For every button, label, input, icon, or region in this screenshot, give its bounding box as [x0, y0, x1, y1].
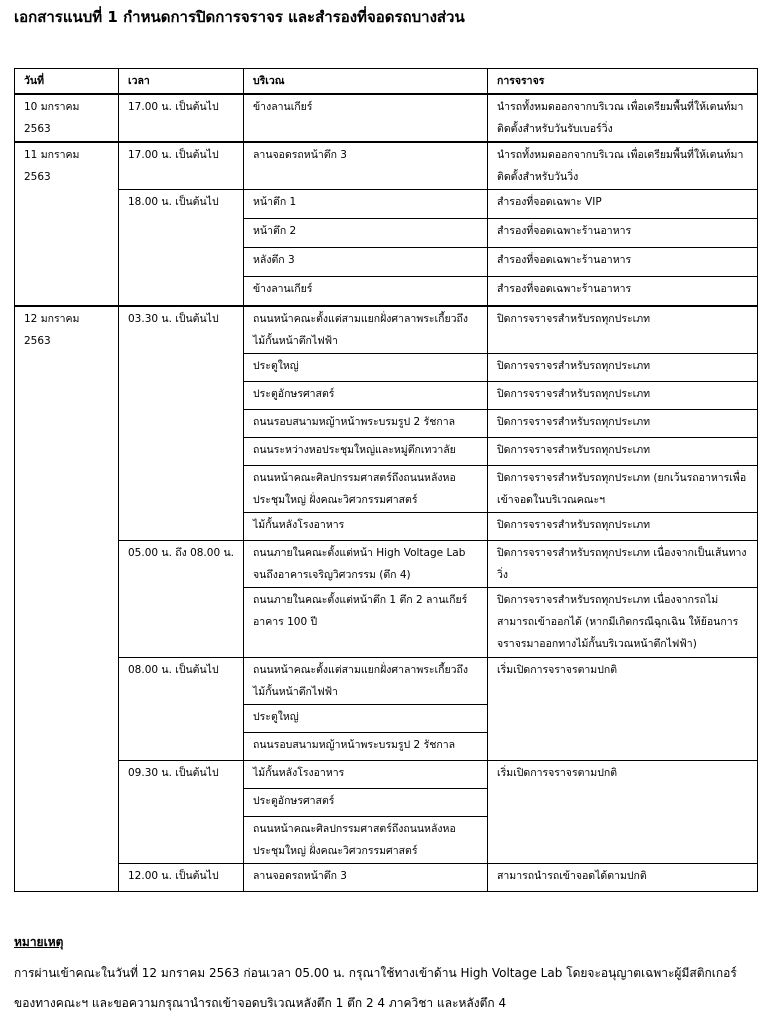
date-cell — [15, 704, 119, 732]
time-cell — [119, 219, 244, 248]
time-cell: 09.30 น. เป็นต้นไป — [119, 760, 244, 788]
date-cell — [15, 788, 119, 816]
time-cell: 17.00 น. เป็นต้นไป — [119, 142, 244, 190]
time-cell: 18.00 น. เป็นต้นไป — [119, 190, 244, 219]
date-cell — [15, 540, 119, 587]
schedule-table — [14, 68, 758, 892]
traffic-cell: สำรองที่จอดเฉพาะร้านอาหาร — [488, 277, 758, 306]
traffic-cell: เริ่มเปิดการจราจรตามปกติ — [488, 760, 758, 788]
table-row — [15, 306, 758, 354]
traffic-cell: ปิดการจราจรสำหรับรถทุกประเภท เนื่องจากรถไม่สามารถเข้าออกได้ (หากมีเกิดกรณีฉุกเฉิน ให้ย้อนการจราจรมาออกทางไม้กั้นบริเวณหน้าตึกไฟฟ้า) — [488, 587, 758, 657]
time-cell — [119, 465, 244, 512]
area-cell: หลังตึก 3 — [244, 248, 488, 277]
time-cell — [119, 381, 244, 409]
date-cell — [15, 465, 119, 512]
note-body: การผ่านเข้าคณะในวันที่ 12 มกราคม 2563 ก่อนเวลา 05.00 น. กรุณาใช้ทางเข้าด้าน High Voltage Lab โดยจะอนุญาตเฉพาะผู้มีสติกเกอร์ของทางคณะฯ และขอความกรุณานำรถเข้าจอดบริเวณหลังตึก 1 ตึก 2 4 ภาควิชา และหลังตึก 4 — [14, 966, 737, 1010]
traffic-cell: ปิดการจราจรสำหรับรถทุกประเภท — [488, 512, 758, 540]
date-cell — [15, 277, 119, 306]
table-row — [15, 190, 758, 219]
header-area: บริเวณ — [244, 69, 488, 95]
date-cell: 11 มกราคม 2563 — [15, 142, 119, 190]
area-cell: หน้าตึก 2 — [244, 219, 488, 248]
area-cell: ไม้กั้นหลังโรงอาหาร — [244, 760, 488, 788]
time-cell: 08.00 น. เป็นต้นไป — [119, 657, 244, 704]
traffic-cell: เริ่มเปิดการจราจรตามปกติ — [488, 657, 758, 704]
table-row — [15, 353, 758, 381]
date-cell — [15, 190, 119, 219]
traffic-cell: ปิดการจราจรสำหรับรถทุกประเภท — [488, 381, 758, 409]
traffic-cell — [488, 788, 758, 816]
table-row — [15, 760, 758, 788]
table-row — [15, 437, 758, 465]
time-cell — [119, 353, 244, 381]
area-cell: ถนนหน้าคณะตั้งแต่สามแยกฝั่งศาลาพระเกี้ยวถึงไม้กั้นหน้าตึกไฟฟ้า — [244, 306, 488, 354]
traffic-cell: สำรองที่จอดเฉพาะร้านอาหาร — [488, 248, 758, 277]
table-row — [15, 142, 758, 190]
area-cell: ประตูอักษรศาสตร์ — [244, 788, 488, 816]
table-row — [15, 732, 758, 760]
area-cell: ข้างลานเกียร์ — [244, 94, 488, 142]
traffic-cell: ปิดการจราจรสำหรับรถทุกประเภท — [488, 409, 758, 437]
table-row — [15, 863, 758, 891]
area-cell: ถนนหน้าคณะศิลปกรรมศาสตร์ถึงถนนหลังหอประชุมใหญ่ ฝั่งคณะวิศวกรรมศาสตร์ — [244, 465, 488, 512]
document-title: เอกสารแนบที่ 1 กำหนดการปิดการจราจร และสำรองที่จอดรถบางส่วน — [14, 8, 465, 26]
table-row — [15, 248, 758, 277]
time-cell — [119, 788, 244, 816]
area-cell: ถนนระหว่างหอประชุมใหญ่และหมู่ตึกเทวาลัย — [244, 437, 488, 465]
date-cell — [15, 248, 119, 277]
date-cell — [15, 437, 119, 465]
area-cell: ถนนรอบสนามหญ้าหน้าพระบรมรูป 2 รัชกาล — [244, 409, 488, 437]
date-cell — [15, 816, 119, 863]
header-traffic: การจราจร — [488, 69, 758, 95]
table-row — [15, 512, 758, 540]
table-row — [15, 219, 758, 248]
table-row — [15, 465, 758, 512]
area-cell: ถนนรอบสนามหญ้าหน้าพระบรมรูป 2 รัชกาล — [244, 732, 488, 760]
date-cell: 12 มกราคม 2563 — [15, 306, 119, 354]
traffic-cell: สำรองที่จอดเฉพาะร้านอาหาร — [488, 219, 758, 248]
traffic-cell: นำรถทั้งหมดออกจากบริเวณ เพื่อเตรียมพื้นที่ให้เตนท์มาติดตั้งสำหรับวันรับเบอร์วิ่ง — [488, 94, 758, 142]
date-cell — [15, 512, 119, 540]
area-cell: ถนนหน้าคณะตั้งแต่สามแยกฝั่งศาลาพระเกี้ยวถึงไม้กั้นหน้าตึกไฟฟ้า — [244, 657, 488, 704]
date-cell — [15, 381, 119, 409]
table-row — [15, 381, 758, 409]
traffic-cell: ปิดการจราจรสำหรับรถทุกประเภท (ยกเว้นรถอาหารเพื่อเข้าจอดในบริเวณคณะฯ — [488, 465, 758, 512]
table-row — [15, 788, 758, 816]
table-row — [15, 587, 758, 657]
table-row — [15, 704, 758, 732]
time-cell — [119, 816, 244, 863]
traffic-cell: นำรถทั้งหมดออกจากบริเวณ เพื่อเตรียมพื้นที่ให้เตนท์มาติดตั้งสำหรับวันวิ่ง — [488, 142, 758, 190]
table-header-row — [15, 69, 758, 95]
table-row — [15, 657, 758, 704]
traffic-cell: ปิดการจราจรสำหรับรถทุกประเภท — [488, 306, 758, 354]
table-row — [15, 540, 758, 587]
traffic-cell — [488, 732, 758, 760]
note-heading: หมายเหตุ — [14, 935, 64, 949]
date-cell — [15, 732, 119, 760]
traffic-cell: ปิดการจราจรสำหรับรถทุกประเภท — [488, 437, 758, 465]
date-cell — [15, 587, 119, 657]
date-cell — [15, 353, 119, 381]
table-row — [15, 816, 758, 863]
table-row — [15, 277, 758, 306]
date-cell — [15, 657, 119, 704]
table-row — [15, 409, 758, 437]
area-cell: ข้างลานเกียร์ — [244, 277, 488, 306]
traffic-cell: ปิดการจราจรสำหรับรถทุกประเภท — [488, 353, 758, 381]
traffic-cell: สำรองที่จอดเฉพาะ VIP — [488, 190, 758, 219]
time-cell — [119, 409, 244, 437]
area-cell: ถนนภายในคณะตั้งแต่หน้า High Voltage Lab จนถึงอาคารเจริญวิศวกรรม (ตึก 4) — [244, 540, 488, 587]
area-cell: ไม้กั้นหลังโรงอาหาร — [244, 512, 488, 540]
traffic-cell — [488, 816, 758, 863]
time-cell: 12.00 น. เป็นต้นไป — [119, 863, 244, 891]
time-cell: 03.30 น. เป็นต้นไป — [119, 306, 244, 354]
table-row — [15, 94, 758, 142]
area-cell: ถนนภายในคณะตั้งแต่หน้าตึก 1 ตึก 2 ลานเกียร์ อาคาร 100 ปี — [244, 587, 488, 657]
date-cell — [15, 760, 119, 788]
area-cell: ประตูใหญ่ — [244, 353, 488, 381]
area-cell: ลานจอดรถหน้าตึก 3 — [244, 142, 488, 190]
time-cell — [119, 704, 244, 732]
area-cell: ประตูอักษรศาสตร์ — [244, 381, 488, 409]
header-date: วันที่ — [15, 69, 119, 95]
traffic-cell — [488, 704, 758, 732]
time-cell — [119, 277, 244, 306]
time-cell — [119, 732, 244, 760]
area-cell: ลานจอดรถหน้าตึก 3 — [244, 863, 488, 891]
traffic-cell: สามารถนำรถเข้าจอดได้ตามปกติ — [488, 863, 758, 891]
traffic-cell: ปิดการจราจรสำหรับรถทุกประเภท เนื่องจากเป็นเส้นทางวิ่ง — [488, 540, 758, 587]
time-cell — [119, 248, 244, 277]
area-cell: ถนนหน้าคณะศิลปกรรมศาสตร์ถึงถนนหลังหอประชุมใหญ่ ฝั่งคณะวิศวกรรมศาสตร์ — [244, 816, 488, 863]
date-cell — [15, 219, 119, 248]
date-cell: 10 มกราคม 2563 — [15, 94, 119, 142]
time-cell: 17.00 น. เป็นต้นไป — [119, 94, 244, 142]
date-cell — [15, 863, 119, 891]
area-cell: ประตูใหญ่ — [244, 704, 488, 732]
time-cell: 05.00 น. ถึง 08.00 น. — [119, 540, 244, 587]
time-cell — [119, 437, 244, 465]
date-cell — [15, 409, 119, 437]
area-cell: หน้าตึก 1 — [244, 190, 488, 219]
time-cell — [119, 587, 244, 657]
time-cell — [119, 512, 244, 540]
header-time: เวลา — [119, 69, 244, 95]
